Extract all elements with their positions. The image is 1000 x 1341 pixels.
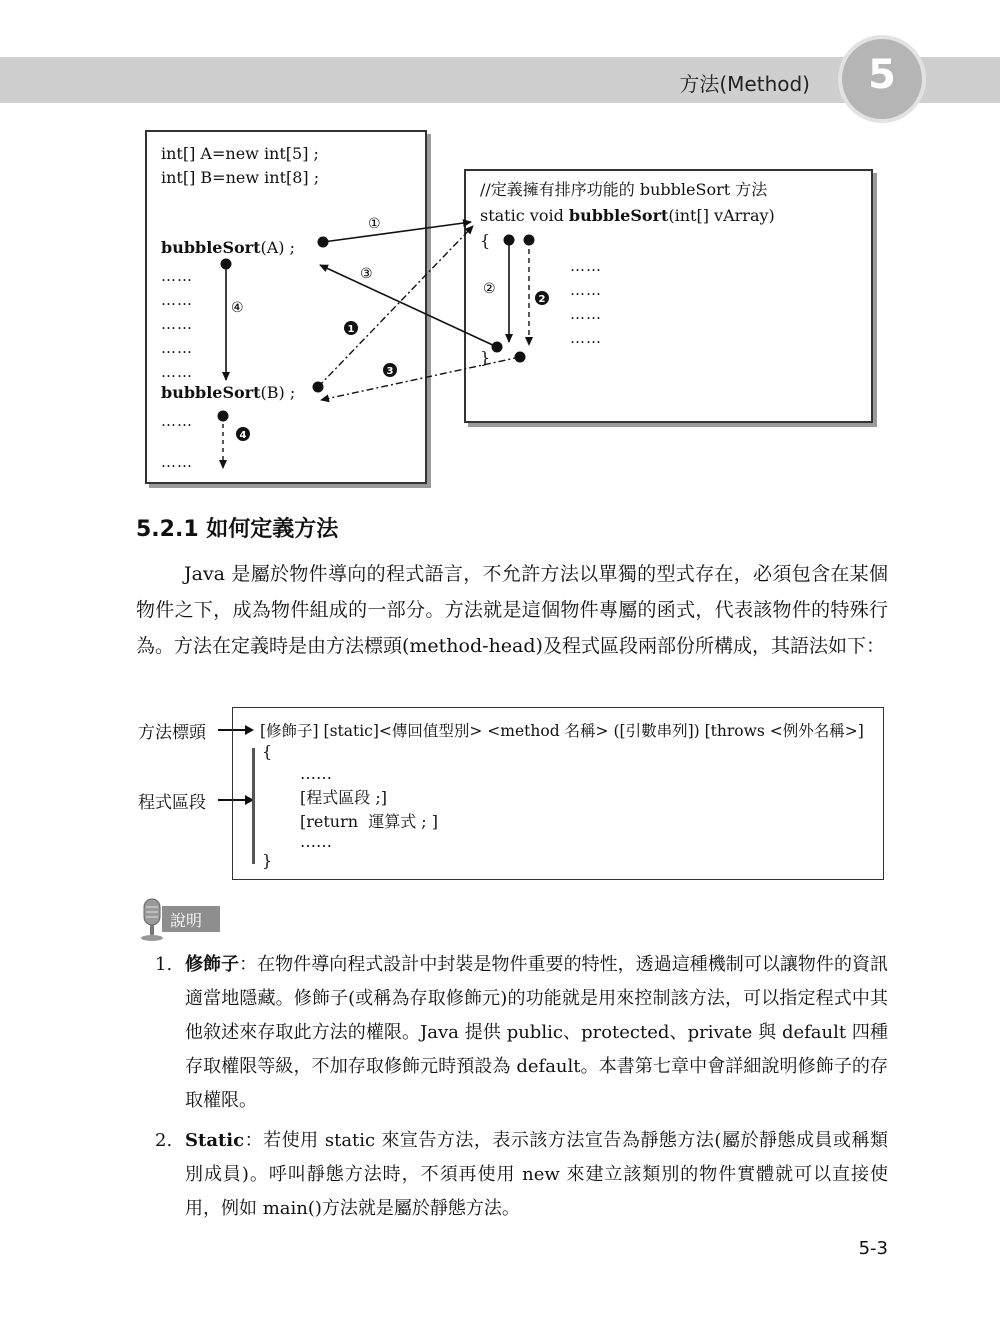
syntax-return-line: [return 運算式 ; ] bbox=[300, 812, 439, 831]
ellipsis: …… bbox=[570, 329, 602, 347]
sig-prefix: static void bbox=[480, 206, 569, 225]
ellipsis: …… bbox=[161, 291, 193, 309]
syntax-bracket bbox=[252, 748, 255, 864]
section-title: 5.2.1 如何定義方法 bbox=[136, 517, 339, 542]
list-item bbox=[155, 948, 888, 1118]
syntax-ellipsis: …… bbox=[300, 764, 332, 783]
list-item bbox=[155, 1124, 888, 1226]
code-line-b-decl: int[] B=new int[8] ; bbox=[161, 168, 320, 187]
step-label-2: ② bbox=[483, 281, 496, 297]
return-arrow-b3 bbox=[321, 357, 520, 400]
ellipsis: …… bbox=[161, 453, 193, 471]
ellipsis: …… bbox=[570, 281, 602, 299]
chapter-title: 方法(Method) bbox=[679, 72, 810, 96]
syntax-open-brace: { bbox=[262, 742, 273, 761]
ellipsis: …… bbox=[161, 315, 193, 333]
call-a-args: (A) ; bbox=[260, 238, 296, 257]
syntax-ellipsis: …… bbox=[300, 832, 332, 851]
ellipsis: …… bbox=[570, 305, 602, 323]
list-item-text: ：若使用 static 來宣告方法，表示該方法宣告為靜態方法(屬於靜態成員或稱類別成員)。呼叫靜態方法時，不須再使用 new 來建立該類別的物件實體就可以直接使用，例如 main()方法就是屬於靜態方法。 bbox=[185, 1130, 888, 1219]
step-label-4: ④ bbox=[231, 300, 244, 316]
list-item-number: 2. bbox=[155, 1130, 173, 1151]
step-badge-4-text: 4 bbox=[239, 430, 247, 441]
syntax-close-brace: } bbox=[262, 851, 273, 870]
ellipsis: …… bbox=[161, 267, 193, 285]
syntax-head-line: [修飾子] [static]<傳回值型別> <method 名稱> ([引數串列]) [throws <例外名稱>] bbox=[260, 722, 864, 740]
list-item-number: 1. bbox=[155, 954, 173, 975]
step-label-1: ① bbox=[368, 216, 381, 232]
explain-list bbox=[155, 948, 888, 1232]
paragraph-text: Java 是屬於物件導向的程式語言，不允許方法以單獨的型式存在，必須包含在某個物件之下，成為物件組成的一部分。方法就是這個物件專屬的函式，代表該物件的特殊行為。方法在定義時是由方法標頭(method-head)及程式區段兩部份所構成，其語法如下： bbox=[136, 563, 888, 657]
chapter-number: 5 bbox=[868, 52, 896, 98]
sig-params: (int[] vArray) bbox=[668, 206, 775, 225]
ellipsis: …… bbox=[161, 339, 193, 357]
list-item-term: Static bbox=[185, 1130, 245, 1151]
syntax-body-block: [程式區段 ;] bbox=[300, 788, 387, 807]
call-a-name: bubbleSort bbox=[161, 238, 261, 257]
ellipsis: …… bbox=[161, 412, 193, 430]
method-comment: //定義擁有排序功能的 bubbleSort 方法 bbox=[480, 180, 768, 199]
call-arrow-b1 bbox=[318, 226, 473, 387]
method-close-brace: } bbox=[480, 348, 491, 367]
page-number: 5-3 bbox=[858, 1238, 888, 1259]
code-line-a-decl: int[] A=new int[5] ; bbox=[161, 144, 319, 163]
call-arrow-1 bbox=[323, 222, 471, 242]
method-open-brace: { bbox=[480, 231, 491, 250]
call-b-name: bubbleSort bbox=[161, 383, 261, 402]
call-flow-diagram bbox=[0, 0, 1000, 500]
microphone-icon bbox=[138, 897, 168, 943]
step-badge-1-text: 1 bbox=[347, 324, 355, 335]
explain-label: 說明 bbox=[170, 911, 203, 930]
sig-name: bubbleSort bbox=[568, 206, 669, 225]
section-paragraph bbox=[136, 556, 888, 664]
list-item-text: ：在物件導向程式設計中封裝是物件重要的特性，透過這種機制可以讓物件的資訊適當地隱藏。修飾子(或稱為存取修飾元)的功能就是用來控制該方法，可以指定程式中其他敘述來存取此方法的權限。Java 提供 public、protected、private 與 default 四種存取權限等級，不加存取修飾元時預設為 default。本書第七章中會詳細說明修飾子的存取權限。 bbox=[185, 954, 889, 1111]
ellipsis: …… bbox=[161, 363, 193, 381]
label-code-block: 程式區段 bbox=[138, 793, 206, 813]
label-method-head: 方法標頭 bbox=[138, 723, 206, 743]
ellipsis: …… bbox=[570, 257, 602, 275]
list-item-term: 修飾子 bbox=[185, 954, 240, 975]
step-badge-3-text: 3 bbox=[386, 366, 394, 377]
call-b-args: (B) ; bbox=[260, 383, 296, 402]
step-label-3: ③ bbox=[360, 266, 373, 282]
step-badge-2-text: 2 bbox=[538, 294, 546, 305]
